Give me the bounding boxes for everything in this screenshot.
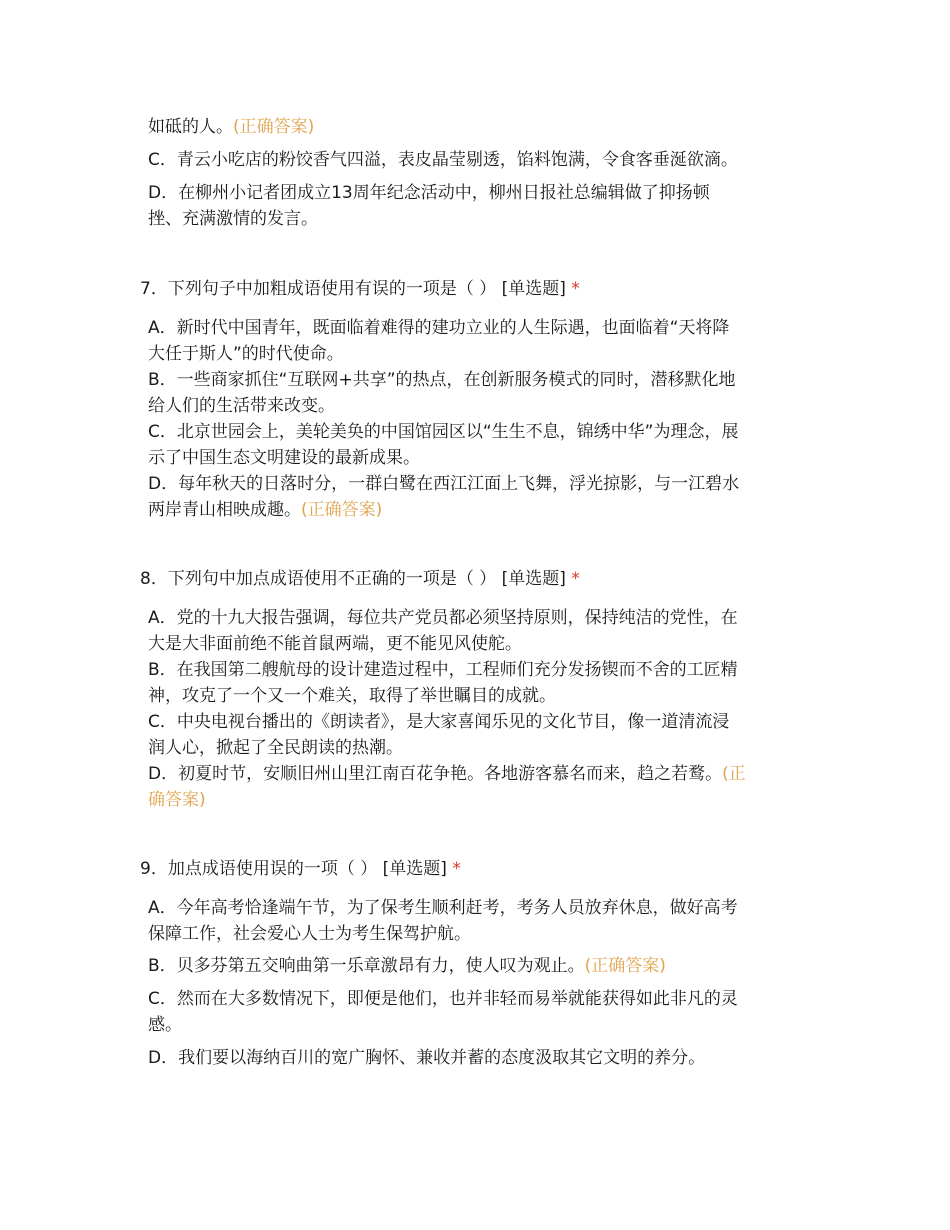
option-text: 感。 <box>148 1015 182 1035</box>
q8-option-d[interactable] <box>148 761 746 787</box>
prev-option-c[interactable] <box>148 147 738 173</box>
q7-option-a-cont <box>148 341 344 367</box>
question-text: 8．下列句中加点成语使用不正确的一项是（ ） <box>140 569 497 589</box>
prev-option-d-line1[interactable] <box>148 180 710 206</box>
option-text: C．然而在大多数情况下，即便是他们，也并非轻而易举就能获得如此非凡的灵 <box>148 989 738 1009</box>
option-text: 大是大非面前绝不能首鼠两端，更不能见风使舵。 <box>148 634 522 654</box>
option-text: A．新时代中国青年，既面临着难得的建功立业的人生际遇，也面临着“天将降 <box>148 318 730 338</box>
correct-answer-tag: (正确答案) <box>301 500 383 520</box>
question-type: [单选题] <box>382 859 447 879</box>
q8-option-a[interactable] <box>148 605 738 631</box>
q9-option-d[interactable] <box>148 1045 705 1071</box>
q9-option-c-cont <box>148 1012 182 1038</box>
correct-answer-tag: (正确答案) <box>233 117 315 137</box>
option-text: 挫、充满激情的发言。 <box>148 209 318 229</box>
option-text: A．党的十九大报告强调，每位共产党员都必须坚持原则，保持纯洁的党性，在 <box>148 608 738 628</box>
q7-option-a[interactable] <box>148 315 729 341</box>
question-text: 9．加点成语使用误的一项（ ） <box>140 859 378 879</box>
correct-answer-tag: (正 <box>722 764 746 784</box>
correct-answer-tag: (正确答案) <box>584 956 666 976</box>
q8-option-d-cont <box>148 787 206 813</box>
prev-option-d-line2 <box>148 206 318 232</box>
q7-option-d[interactable] <box>148 471 739 497</box>
option-text: C．中央电视台播出的《朗读者》，是大家喜闻乐见的文化节目，像一道清流浸 <box>148 712 730 732</box>
option-text: 保障工作，社会爱心人士为考生保驾护航。 <box>148 924 471 944</box>
q8-option-b-cont <box>148 683 556 709</box>
q7-option-b[interactable] <box>148 367 736 393</box>
option-text: 示了中国生态文明建设的最新成果。 <box>148 448 420 468</box>
option-text: 大任于斯人”的时代使命。 <box>148 344 344 364</box>
question-9-title <box>140 856 461 882</box>
option-text: 润人心，掀起了全民朗读的热潮。 <box>148 738 403 758</box>
option-text: D．在柳州小记者团成立13周年纪念活动中，柳州日报社总编辑做了抑扬顿 <box>148 183 710 203</box>
q8-option-b[interactable] <box>148 657 738 683</box>
option-text: B．贝多芬第五交响曲第一乐章激昂有力，使人叹为观止。 <box>148 956 585 976</box>
q8-option-a-cont <box>148 631 522 657</box>
option-text: 如砥的人。 <box>148 117 233 137</box>
required-marker: * <box>571 279 580 299</box>
prev-option-b-tail[interactable] <box>148 114 314 140</box>
option-text: 神，攻克了一个又一个难关，取得了举世瞩目的成就。 <box>148 686 556 706</box>
q7-option-c[interactable] <box>148 419 738 445</box>
question-type: [单选题] <box>501 569 566 589</box>
question-7-title <box>140 276 580 302</box>
q9-option-b[interactable] <box>148 953 666 979</box>
question-text: 7．下列句子中加粗成语使用有误的一项是（ ） <box>140 279 497 299</box>
q7-option-d-cont <box>148 497 382 523</box>
required-marker: * <box>452 859 461 879</box>
option-text: D．每年秋天的日落时分，一群白鹭在西江江面上飞舞，浮光掠影，与一江碧水 <box>148 474 740 494</box>
option-text: C．青云小吃店的粉饺香气四溢，表皮晶莹剔透，馅料饱满，令食客垂涎欲滴。 <box>148 150 738 170</box>
option-text: B．一些商家抓住“互联网+共享”的热点，在创新服务模式的同时，潜移默化地 <box>148 370 736 390</box>
required-marker: * <box>571 569 580 589</box>
option-text: B．在我国第二艘航母的设计建造过程中，工程师们充分发扬锲而不舍的工匠精 <box>148 660 738 680</box>
q9-option-c[interactable] <box>148 986 738 1012</box>
q8-option-c[interactable] <box>148 709 729 735</box>
q7-option-c-cont <box>148 445 420 471</box>
option-text: 给人们的生活带来改变。 <box>148 396 335 416</box>
option-text: D．初夏时节，安顺旧州山里江南百花争艳。各地游客慕名而来，趋之若鹜。 <box>148 764 723 784</box>
option-text: D．我们要以海纳百川的宽广胸怀、兼收并蓄的态度汲取其它文明的养分。 <box>148 1048 706 1068</box>
q8-option-c-cont <box>148 735 403 761</box>
option-text: A．今年高考恰逢端午节，为了保考生顺利赶考，考务人员放弃休息，做好高考 <box>148 898 738 918</box>
q9-option-a-cont <box>148 921 471 947</box>
question-8-title <box>140 566 580 592</box>
question-type: [单选题] <box>501 279 566 299</box>
q7-option-b-cont <box>148 393 335 419</box>
option-text: C．北京世园会上，美轮美奂的中国馆园区以“生生不息，锦绣中华”为理念，展 <box>148 422 739 442</box>
correct-answer-tag: 确答案) <box>148 790 206 810</box>
q9-option-a[interactable] <box>148 895 738 921</box>
option-text: 两岸青山相映成趣。 <box>148 500 301 520</box>
